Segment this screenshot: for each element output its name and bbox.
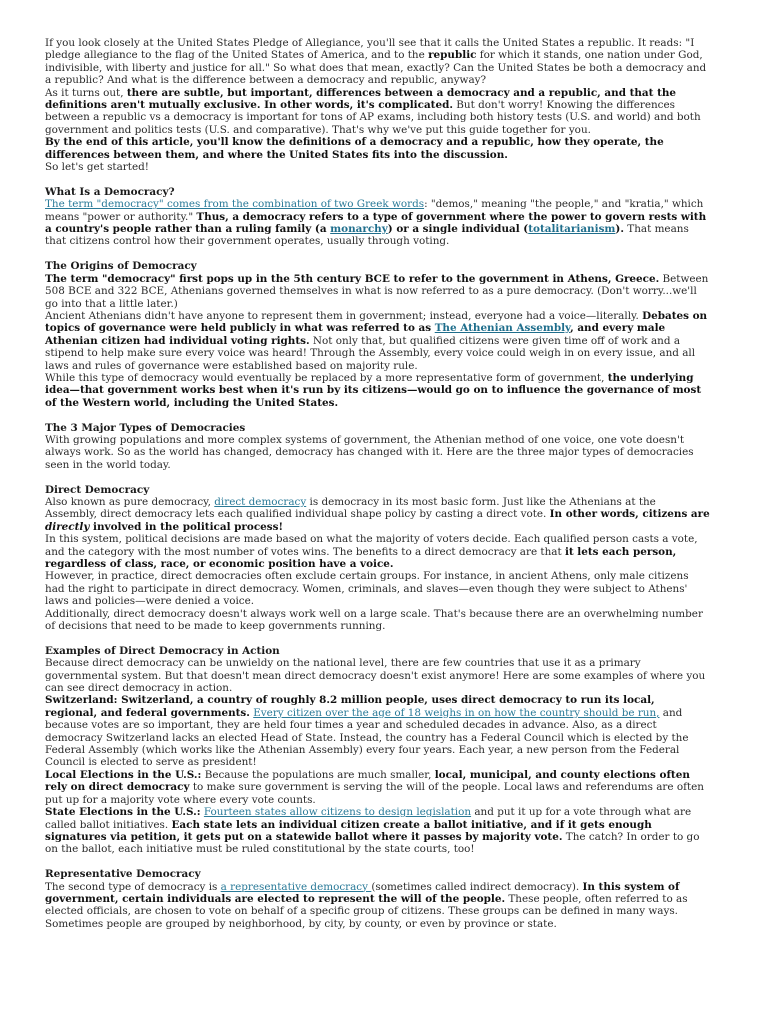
- text: While this type of democracy would eventually be replaced by a more representative form of government,: [45, 371, 608, 384]
- body-paragraph: Additionally, direct democracy doesn't always work well on a large scale. That's because there are an overwhelming number of decisions that need to be made to keep governments running.: [45, 607, 703, 633]
- representative-democracy-link[interactable]: a representative democracy: [220, 880, 372, 893]
- bold-text: By the end of this article, you'll know the definitions of a democracy and a republic, how they operate, the differences between them, and where the United States fits into the discussion.: [45, 136, 664, 161]
- section-heading: The 3 Major Types of Democracies: [45, 421, 246, 434]
- body-paragraph: [45, 496, 710, 533]
- athenian-assembly-link[interactable]: The Athenian Assembly: [434, 322, 571, 335]
- spacer: [45, 632, 710, 644]
- bold-text: ).: [615, 223, 624, 236]
- body-paragraph: [45, 273, 710, 310]
- totalitarianism-link[interactable]: totalitarianism: [528, 223, 616, 236]
- bold-text: ) or a single individual (: [387, 223, 529, 236]
- text: These people, often referred to as elected officials, are chosen to vote on behalf of a specific group of citizens. These groups can be defined in many ways. Sometimes people are grouped by neighborhood, by city, by county, or even by province or state.: [45, 892, 688, 930]
- section-heading: Representative Democracy: [45, 868, 201, 881]
- section-heading: Examples of Direct Democracy in Action: [45, 644, 280, 657]
- state-legislation-link[interactable]: Fourteen states allow citizens to design legislation: [203, 806, 472, 819]
- spacer: [45, 471, 710, 483]
- text: Because the populations are much smaller,: [201, 768, 435, 781]
- intro-paragraph: [45, 136, 710, 161]
- spacer: [45, 248, 710, 260]
- bold-text: , and every male Athenian citizen had individual voting rights.: [45, 322, 666, 347]
- bold-text: it lets each person, regardless of class, race, or economic position have a voice.: [45, 545, 677, 570]
- intro-paragraph: [45, 37, 710, 87]
- text: and put it up for a vote through what are called ballot initiatives.: [45, 806, 692, 831]
- bold-text: Local Elections in the U.S.:: [45, 768, 202, 781]
- bold-text: Each state lets an individual citizen create a ballot initiative, and if it gets enough signatures via petition, it gets put on a statewide ballot where it passes by majority vote.: [45, 818, 652, 843]
- text: Between 508 BCE and 322 BCE, Athenians governed themselves in what is now referred to as a pure democracy. (Don't worry...we'll go into that a little later.): [45, 272, 709, 310]
- bold-italic-text: directly: [45, 520, 90, 533]
- body-paragraph: Because direct democracy can be unwieldy on the national level, there are few countries that use it as a primary governmental system. But that doesn't mean direct democracy doesn't exist anymore! Here are some examples of where you can see direct democracy in action.: [45, 657, 706, 695]
- text: But don't worry! Knowing the differences between a republic vs a democracy is important for tons of AP exams, including both history tests (U.S. and world) and both government and politics tests (U.S. and comparative). That's why we've put this guide together for you.: [45, 99, 701, 136]
- greek-words-link[interactable]: The term "democracy" comes from the combination of two Greek words: [45, 198, 425, 211]
- bold-text: involved in the political process!: [89, 520, 284, 533]
- text: Also known as pure democracy,: [45, 495, 215, 508]
- section-heading: Direct Democracy: [45, 483, 150, 496]
- monarchy-link[interactable]: monarchy: [330, 223, 388, 236]
- intro-paragraph: So let's get started!: [45, 161, 149, 174]
- text: As it turns out,: [45, 86, 127, 99]
- text: The catch? In order to go on the ballot, each initiative must be ruled constitutional by the state courts, too!: [45, 830, 700, 856]
- body-paragraph: [45, 806, 710, 856]
- spacer: [45, 409, 710, 421]
- section-heading: What Is a Democracy?: [45, 185, 175, 198]
- bold-text: In this system of government, certain individuals are elected to represent the will of the people.: [45, 880, 680, 905]
- bold-text: State Elections in the U.S.:: [45, 806, 201, 819]
- body-paragraph: [45, 310, 710, 372]
- text: (sometimes called indirect democracy).: [371, 880, 583, 893]
- body-paragraph: [45, 769, 710, 806]
- bold-text: there are subtle, but important, differences between a democracy and a republic, and that the definitions aren't mutually exclusive. In other words, it's complicated.: [45, 86, 677, 112]
- bold-text: republic: [428, 49, 477, 62]
- text: to make sure government is serving the will of the people. Local laws and referendums are often put up for a majority vote where every vote counts.: [45, 781, 704, 806]
- body-paragraph: However, in practice, direct democracies often exclude certain groups. For instance, in ancient Athens, only male citizens had the right to participate in direct democracy. Women, criminals, and slaves—even though they were subject to Athens' laws and policies—were denied a voice.: [45, 570, 689, 608]
- body-paragraph: [45, 198, 710, 248]
- bold-text: The term "democracy" first pops up in the 5th century BCE to refer to the government in Athens, Greece.: [45, 272, 660, 285]
- text: and because votes are so important, they are held four times a year and scheduled decades in advance. Also, as a direct democracy Switzerland lacks an elected Head of State. Instead, the country has a Federal Council which is elected by the Federal Assembly (which works like the Athenian Assembly) every four years. Each year, a new person from the Federal Council is elected to serve as president!: [45, 706, 689, 769]
- spacer: [45, 173, 710, 185]
- text: is democracy in its most basic form. Just like the Athenians at the Assembly, direct democracy lets each qualified individual shape policy by casting a direct vote.: [45, 495, 656, 521]
- bold-text: the underlying idea—that government works best when it's run by its citizens—would go on to influence the governance of most of the Western world, including the United States.: [45, 371, 702, 409]
- text: In this system, political decisions are made based on what the majority of voters decide. Each qualified person casts a vote, and the category with the most number of votes wins. The benefits to a direct democracy are that: [45, 533, 698, 558]
- body-paragraph: With growing populations and more complex systems of government, the Athenian method of one voice, one vote doesn't always work. So as the world has changed, democracy has changed with it. Here are the three major types of democracies seen in the world today.: [45, 433, 694, 471]
- article: [45, 37, 710, 930]
- text: : "demos," meaning "the people," and "kratia," which means "power or authority.": [45, 198, 704, 223]
- text: If you look closely at the United States Pledge of Allegiance, you'll see that it calls the United States a republic. It reads: "I pledge allegiance to the flag of the United States of America, and to the: [45, 37, 695, 62]
- body-paragraph: [45, 694, 710, 768]
- bold-text: Thus, a democracy refers to a type of government where the power to govern rests with a country's people rather than a ruling family (a: [45, 210, 707, 236]
- body-paragraph: [45, 372, 710, 409]
- bold-text: In other words, citizens are: [549, 508, 710, 521]
- switzerland-voting-link[interactable]: Every citizen over the age of 18 weighs in on how the country should be run,: [253, 706, 660, 719]
- bold-text: local, municipal, and county elections often rely on direct democracy: [45, 768, 690, 794]
- bold-text: Switzerland: Switzerland, a country of roughly 8.2 million people, uses direct democracy to run its local, regional, and federal governments.: [45, 694, 655, 719]
- text: Ancient Athenians didn't have anyone to represent them in government; instead, everyone had a voice—literally.: [45, 309, 643, 322]
- bold-text: Debates on topics of governance were held publicly in what was referred to as: [45, 309, 708, 335]
- text: for which it stands, one nation under God, indivisible, with liberty and justice for all." So what does that mean, exactly? Can the United States be both a democracy and a republic? And what is the difference between a democracy and republic, anyway?: [45, 49, 707, 87]
- section-heading: The Origins of Democracy: [45, 260, 197, 273]
- body-paragraph: [45, 881, 710, 931]
- text: That means that citizens control how their government operates, usually through voting.: [45, 223, 689, 248]
- text: The second type of democracy is: [45, 880, 221, 893]
- intro-paragraph: [45, 87, 710, 137]
- spacer: [45, 856, 710, 868]
- text: Not only that, but qualified citizens were given time off of work and a stipend to help make sure every voice was heard! Through the Assembly, every voice could weigh in on every issue, and all laws and rules of governance were established based on majority rule.: [45, 334, 696, 372]
- direct-democracy-link[interactable]: direct democracy: [214, 495, 307, 508]
- body-paragraph: [45, 533, 710, 570]
